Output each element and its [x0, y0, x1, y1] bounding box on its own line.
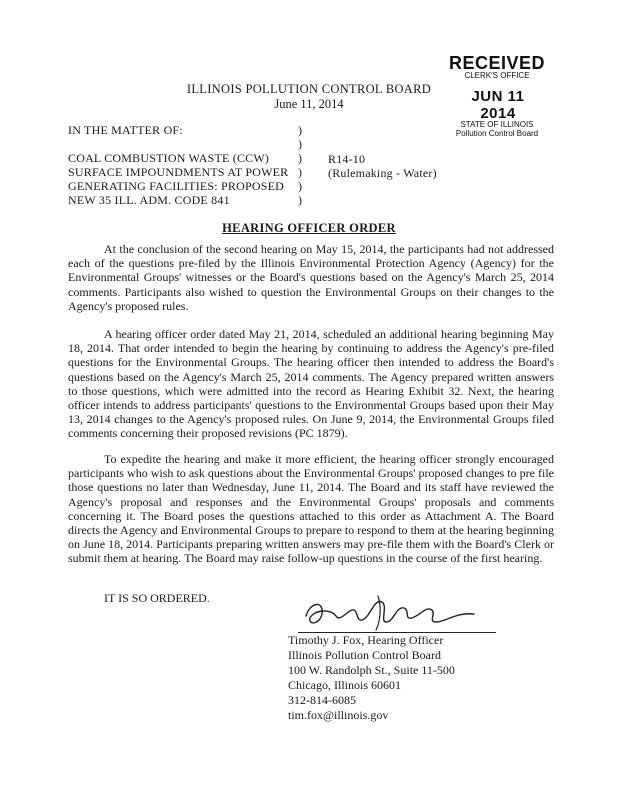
- caption-line: [68, 137, 288, 151]
- caption-paren: ): [298, 123, 303, 137]
- stamp-state-line1: STATE OF ILLINOIS: [460, 120, 534, 129]
- paragraph: [68, 452, 554, 566]
- received-stamp: RECEIVED: [448, 53, 546, 73]
- order-date: June 11, 2014: [274, 97, 344, 111]
- docket-type: (Rulemaking - Water): [328, 166, 437, 180]
- caption-paren: ): [298, 165, 303, 179]
- docket-info: [328, 152, 437, 180]
- clerks-office-label: CLERK'S OFFICE: [464, 71, 530, 80]
- handwritten-signature: [296, 592, 496, 634]
- caption-line: COAL COMBUSTION WASTE (CCW): [68, 151, 270, 165]
- signer-name: Timothy J. Fox, Hearing Officer: [288, 633, 444, 647]
- paragraph: [68, 327, 554, 441]
- paragraph-text: To expedite the hearing and make it more efficient, the hearing officer strongly encouraged participants who wish to ask questions about the Environmental Groups' proposed changes to pre file those questions no later than Wednesday, June 11, 2014. The Board and its staff have reviewed the Agency's proposal and responses and the Environmental Groups' proposals and comments concerning it. The Board poses the questions attached to this order as Attachment A. The Board directs the Agency and Environmental Groups to prepare to respond to them at the hearing beginning on June 18, 2014. Participants preparing written answers may pre-file them with the Board's Clerk or submit them at hearing. The Board may raise follow-up questions in the course of the first hearing.: [68, 452, 554, 566]
- board-title: ILLINOIS POLLUTION CONTROL BOARD: [186, 82, 432, 96]
- caption-paren: ): [298, 151, 303, 165]
- caption-paren: ): [298, 179, 303, 193]
- so-ordered: IT IS SO ORDERED.: [104, 591, 210, 605]
- docket-number: R14-10: [328, 152, 366, 166]
- signer-address: 100 W. Randolph St., Suite 11-500: [288, 663, 455, 677]
- case-caption: [68, 123, 288, 207]
- signature-block: [288, 633, 455, 723]
- paragraph-text: At the conclusion of the second hearing on May 15, 2014, the participants had not addressed each of the questions pre-filed by the Illinois Environmental Protection Agency (Agency) for the Environmental Groups' witnesses or the Board's questions based on the Agency's March 25, 2014 comments. Participants also wished to question the Environmental Groups on their changes to the Agency's proposed rules.: [68, 242, 554, 313]
- signer-phone: 312-814-6085: [288, 693, 356, 707]
- stamp-state-label: [447, 120, 547, 138]
- caption-line: IN THE MATTER OF:: [68, 123, 183, 137]
- caption-paren: ): [298, 193, 303, 207]
- stamp-state-line2: Pollution Control Board: [455, 129, 539, 138]
- signer-email: tim.fox@illinois.gov: [288, 708, 389, 722]
- caption-line: SURFACE IMPOUNDMENTS AT POWER: [68, 165, 289, 179]
- caption-line: NEW 35 ILL. ADM. CODE 841: [68, 193, 230, 207]
- caption-line: GENERATING FACILITIES: PROPOSED: [68, 179, 284, 193]
- stamp-date: JUN 11 2014: [471, 88, 525, 122]
- paragraph-text: A hearing officer order dated May 21, 2014, scheduled an additional hearing beginning May 18, 2014. That order intended to begin the hearing by continuing to address the Agency's pre-filed questions for the Environmental Groups. The hearing officer then intended to address the Board's questions based on the Agency's March 25, 2014 comments. The Agency prepared written answers to those questions, which were admitted into the record as Hearing Exhibit 32. Next, the hearing officer intends to address participants' questions to the Environmental Groups based upon their May 13, 2014 changes to the Agency's proposed rules. On June 9, 2014, the Environmental Groups filed comments concerning their proposed revisions (PC 1879).: [68, 327, 554, 441]
- signer-city: Chicago, Illinois 60601: [288, 678, 401, 692]
- paragraph: [68, 242, 554, 313]
- signer-organization: Illinois Pollution Control Board: [288, 648, 442, 662]
- order-title: HEARING OFFICER ORDER: [222, 221, 396, 235]
- caption-paren: ): [298, 137, 303, 151]
- caption-parens: [298, 123, 302, 207]
